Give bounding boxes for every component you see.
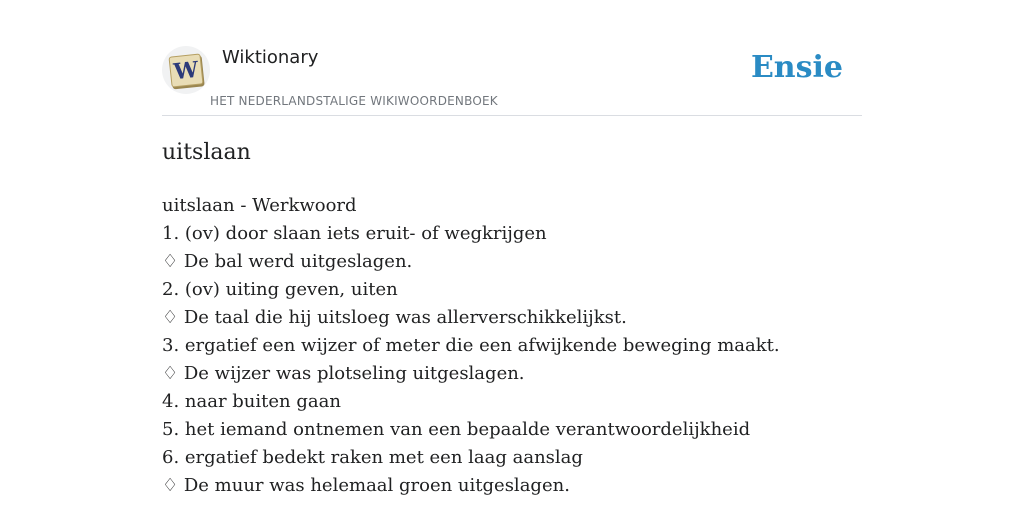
wiktionary-tile-icon: W: [168, 53, 203, 87]
definition-item: 6. ergatief bedekt raken met een laag aanslag: [162, 447, 583, 468]
example-item: ♢ De taal die hij uitsloeg was allerverschikkelijkst.: [162, 307, 627, 328]
definition-item: 3. ergatief een wijzer of meter die een afwijkende beweging maakt.: [162, 335, 780, 356]
definition-item: 5. het iemand ontnemen van een bepaalde verantwoordelijkheid: [162, 419, 751, 440]
site-header: [162, 0, 862, 116]
example-item: ♢ De wijzer was plotseling uitgeslagen.: [162, 363, 525, 384]
page-title: uitslaan: [162, 140, 251, 165]
example-item: ♢ De bal werd uitgeslagen.: [162, 251, 413, 272]
definition-item: 2. (ov) uiting geven, uiten: [162, 279, 398, 300]
wiktionary-logo[interactable]: [162, 46, 210, 94]
definition-list: [162, 192, 862, 500]
site-title[interactable]: Wiktionary: [222, 47, 319, 68]
definition-item: 4. naar buiten gaan: [162, 391, 341, 412]
example-item: ♢ De muur was helemaal groen uitgeslagen.: [162, 475, 570, 496]
ensie-brand-logo[interactable]: Ensie: [750, 50, 843, 85]
definition-item: 1. (ov) door slaan iets eruit- of wegkrijgen: [162, 223, 547, 244]
header-divider: [162, 115, 862, 116]
site-subtitle: HET NEDERLANDSTALIGE WIKIWOORDENBOEK: [210, 94, 498, 108]
entry-heading: uitslaan - Werkwoord: [162, 195, 357, 216]
